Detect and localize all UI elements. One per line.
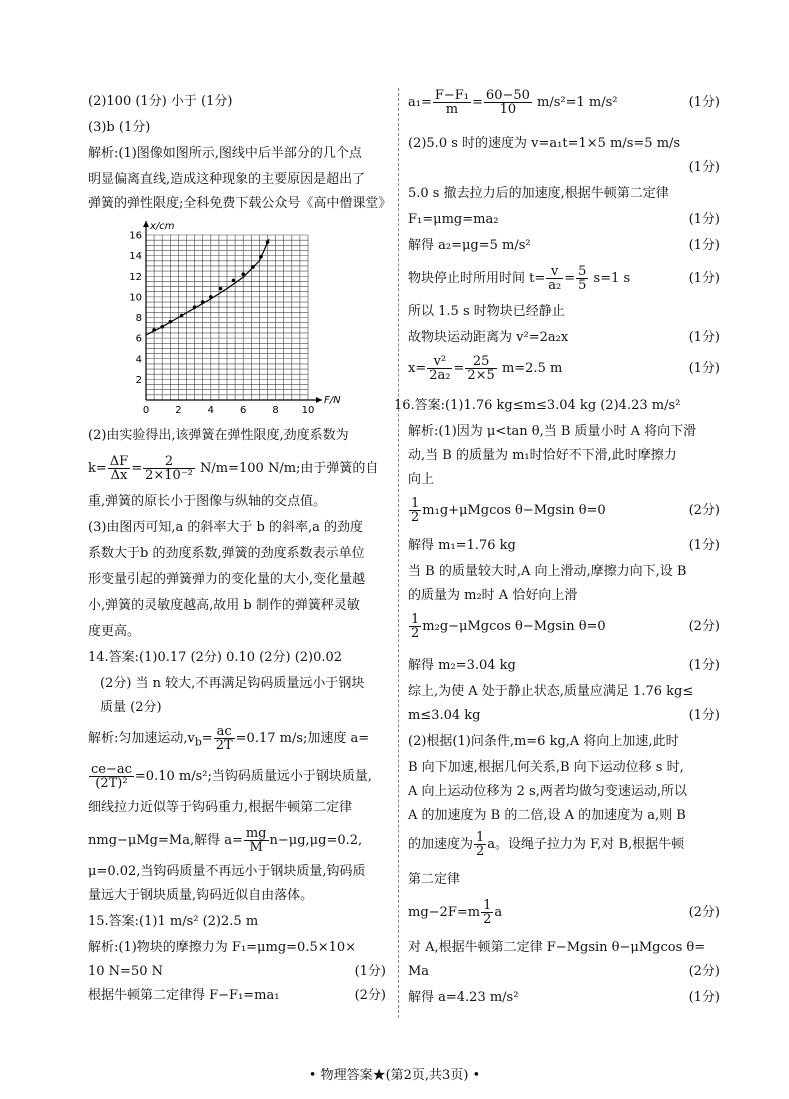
formula-text: F₁=μmg=ma₂ <box>408 212 499 227</box>
formula-text: = <box>472 95 483 110</box>
analysis-line: 当 B 的质量较大时,A 向上滑动,摩擦力向下,设 B <box>408 564 687 579</box>
x-tick-label: 4 <box>207 405 214 416</box>
formula-line <box>408 898 720 928</box>
analysis-line <box>408 990 720 1006</box>
formula-text: 物块停止时所用时间 t= <box>408 271 546 286</box>
question-14-answer: (2分) 当 n 较大,不再满足钩码质量远小于钢块 <box>100 676 365 691</box>
analysis-line <box>408 330 720 346</box>
numerator: 1 <box>483 898 492 913</box>
score: (1分) <box>688 212 720 227</box>
numerator: F−F₁ <box>434 88 470 103</box>
chart-grid <box>146 235 308 400</box>
formula-text: nmg−μMg=Ma,解得 a= <box>88 833 243 848</box>
formula-line <box>408 830 684 860</box>
formula-text: =0.10 m/s²;当钩码质量远小于钢块质量, <box>134 769 372 784</box>
fraction <box>484 89 532 116</box>
chart-marks <box>146 239 269 335</box>
x-tick-label: 8 <box>272 405 279 416</box>
data-point <box>259 255 263 259</box>
y-tick-label: 14 <box>129 251 142 263</box>
score: (1分) <box>688 658 720 673</box>
data-point <box>152 328 156 332</box>
answer-line: (3)b (1分) <box>88 120 151 135</box>
data-point <box>232 279 236 283</box>
denominator: 5 <box>578 278 587 293</box>
analysis-line: 向上 <box>408 472 435 487</box>
score: (2分) <box>688 964 720 979</box>
analysis-line: 弹簧的弹性限度;全科免费下载公众号《高中僧课堂》 <box>88 196 392 211</box>
fraction <box>427 355 452 382</box>
y-tick-label: 2 <box>135 374 142 386</box>
chart-ticks <box>129 231 314 417</box>
score: (1分) <box>688 708 720 723</box>
denominator: 2 <box>411 626 420 641</box>
formula-text: mg−2F=m <box>408 905 481 920</box>
score: (1分) <box>354 964 386 979</box>
analysis-line: 细线拉力近似等于钩码重力,根据牛顿第二定律 <box>88 800 353 815</box>
score: (2分) <box>688 503 720 518</box>
fraction <box>465 355 496 382</box>
numerator: 25 <box>465 355 496 369</box>
analysis-line: μ=0.02,当钩码质量不再远小于钢块质量,钩码质 <box>88 864 366 879</box>
formula-text: 解得 a=4.23 m/s² <box>408 990 519 1005</box>
formula-text: x= <box>408 361 427 376</box>
numerator: v <box>546 265 563 279</box>
question-15-answer: 15.答案:(1)1 m/s² (2)2.5 m <box>88 914 259 929</box>
y-axis-arrow <box>143 221 149 227</box>
analysis-line: 所以 1.5 s 时物块已经静止 <box>408 304 565 319</box>
analysis-line: (2)根据(1)问条件,m=6 kg,A 将向上加速,此时 <box>408 734 679 749</box>
formula-text: a <box>494 905 503 920</box>
analysis-line: 第二定律 <box>408 872 461 887</box>
formula-line <box>408 612 720 642</box>
formula-line <box>88 454 378 484</box>
formula-text: = <box>201 731 213 746</box>
analysis-line: 综上,为使 A 处于静止状态,质量应满足 1.76 kg≤ <box>408 684 694 699</box>
denominator: (2T)² <box>95 776 128 791</box>
formula-text: 根据牛顿第二定律得 F−F₁=ma₁ <box>88 988 280 1003</box>
formula-text: m₂g−μMgcos θ−Mgsin θ=0 <box>422 619 606 634</box>
question-16-answer: 16.答案:(1)1.76 kg≤m≤3.04 kg (2)4.23 m/s² <box>394 398 681 413</box>
question-14-answer: 质量 (2分) <box>100 700 162 715</box>
denominator: 2×10⁻² <box>145 468 193 483</box>
analysis-line: 重,弹簧的原长小于图像与纵轴的交点值。 <box>88 494 327 509</box>
data-point <box>180 314 184 318</box>
formula-text: = <box>131 461 143 476</box>
y-tick-label: 10 <box>129 292 142 304</box>
data-point <box>241 272 245 276</box>
data-point <box>251 265 255 269</box>
fraction <box>409 497 421 524</box>
numerator: ΔF <box>109 454 129 469</box>
data-point <box>209 295 213 299</box>
formula-line <box>88 762 372 792</box>
fit-curve <box>146 239 269 335</box>
fraction <box>433 89 471 116</box>
denominator: Δx <box>110 468 128 483</box>
formula-text: = <box>564 271 576 286</box>
denominator: a₂ <box>548 278 562 293</box>
x-axis-arrow <box>316 397 322 403</box>
formula-text: a。设绳子拉力为 F,对 B,根据牛顿 <box>487 837 685 852</box>
score: (2分) <box>688 905 720 920</box>
analysis-line: 解析:(1)因为 μ<tan θ,当 B 质量小时 A 将向下滑 <box>408 424 697 439</box>
formula-text: 10 N=50 N <box>88 964 163 979</box>
analysis-line: 5.0 s 撤去拉力后的加速度,根据牛顿第二定律 <box>408 186 669 201</box>
formula-text: Ma <box>408 964 430 979</box>
x-tick-label: 0 <box>142 405 150 416</box>
y-tick-label: 16 <box>129 230 142 242</box>
analysis-line <box>408 538 720 554</box>
chart-axes <box>143 221 322 403</box>
formula-text: 解得 a₂=μg=5 m/s² <box>408 238 531 253</box>
numerator: 1 <box>476 830 485 845</box>
numerator: ac <box>214 725 235 739</box>
score: (2分) <box>688 619 720 634</box>
denominator: 2×5 <box>467 368 495 383</box>
analysis-line: B 向下加速,根据几何关系,B 向下运动位移 s 时, <box>408 760 684 775</box>
numerator: 60−50 <box>485 88 530 103</box>
numerator: 5 <box>578 264 587 279</box>
analysis-line <box>408 212 720 228</box>
formula-text: 解析:匀加速运动,v <box>88 731 195 746</box>
x-tick-label: 10 <box>301 405 315 416</box>
denominator: M <box>249 840 263 855</box>
formula-text: a₁= <box>408 95 432 110</box>
analysis-line: (2)5.0 s 时的速度为 v=a₁t=1×5 m/s=5 m/s <box>408 136 681 151</box>
formula-text: 的加速度为 <box>408 837 474 852</box>
y-tick-label: 4 <box>135 354 142 366</box>
score: (1分) <box>688 538 720 553</box>
numerator: v² <box>427 355 452 369</box>
numerator: 1 <box>411 612 420 627</box>
score: (2分) <box>354 988 386 1003</box>
y-tick-label: 8 <box>135 313 142 324</box>
denominator: m <box>445 102 459 117</box>
data-point <box>169 320 173 324</box>
fraction <box>214 725 235 752</box>
formula-text: m₁g+μMgcos θ−Mgsin θ=0 <box>422 503 606 518</box>
numerator: 1 <box>411 496 420 511</box>
answer-line: (2)100 (1分) 小于 (1分) <box>88 94 233 109</box>
analysis-line <box>408 238 720 254</box>
fraction <box>108 455 130 482</box>
formula-text: n−μg,μg=0.2, <box>269 833 363 848</box>
denominator: 10 <box>499 102 517 117</box>
analysis-line: 量远大于钢块质量,钩码近似自由落体。 <box>88 888 314 903</box>
denominator: 2a₂ <box>429 368 451 383</box>
analysis-line: A 向上运动位移为 2 s,两者均做匀变速运动,所以 <box>408 784 687 799</box>
numerator: 2 <box>143 455 195 469</box>
fraction <box>89 763 134 790</box>
fraction <box>576 265 588 292</box>
score: (1分) <box>688 361 720 376</box>
analysis-line: 度更高。 <box>88 624 141 639</box>
analysis-line <box>408 708 720 724</box>
formula-line <box>408 264 720 294</box>
fraction <box>546 265 563 292</box>
formula-text: s=1 s <box>589 271 631 286</box>
formula-text: = <box>453 361 465 376</box>
score: (1分) <box>688 238 720 253</box>
numerator: mg <box>245 826 267 841</box>
formula-text: =0.17 m/s;加速度 a= <box>235 731 370 746</box>
column-divider <box>398 88 399 1018</box>
formula-text: m/s²=1 m/s² <box>532 95 618 110</box>
denominator: 2 <box>483 912 492 927</box>
fraction <box>474 831 486 858</box>
analysis-line: A 的加速度为 B 的二倍,设 A 的加速度为 a,则 B <box>408 808 686 823</box>
formula-line <box>408 496 720 526</box>
x-tick-label: 6 <box>240 405 247 416</box>
score: (1分) <box>688 990 720 1005</box>
analysis-line <box>88 988 386 1004</box>
formula-line <box>408 354 720 384</box>
fraction <box>481 899 493 926</box>
fraction <box>143 455 195 482</box>
page-footer: • 物理答案★(第2页,共3页) • <box>308 1068 481 1083</box>
score: (1分) <box>688 95 720 110</box>
data-point <box>219 287 223 291</box>
data-point <box>266 240 270 244</box>
analysis-line <box>408 658 720 674</box>
formula-text: 解得 m₂=3.04 kg <box>408 658 516 673</box>
data-point <box>201 300 205 304</box>
analysis-line: 系数大于b 的劲度系数,弹簧的劲度系数表示单位 <box>88 546 365 561</box>
analysis-line: 动,当 B 的质量为 m₁时恰好不下滑,此时摩擦力 <box>408 448 677 463</box>
formula-text: m≤3.04 kg <box>408 708 481 723</box>
analysis-line: (2)由实验得出,该弹簧在弹性限度,劲度系数为 <box>88 428 349 443</box>
analysis-line: 的质量为 m₂时 A 恰好向上滑 <box>408 588 578 603</box>
question-14-answer: 14.答案:(1)0.17 (2分) 0.10 (2分) (2)0.02 <box>88 650 343 665</box>
analysis-line: 形变量引起的弹簧弹力的变化量的大小,变化量越 <box>88 572 366 587</box>
formula-line <box>88 826 362 856</box>
fraction <box>244 827 269 854</box>
analysis-line <box>88 964 386 980</box>
formula-text: 解得 m₁=1.76 kg <box>408 538 516 553</box>
formula-text: m=2.5 m <box>497 361 563 376</box>
analysis-line: 解析:(1)物块的摩擦力为 F₁=μmg=0.5×10× <box>88 940 357 955</box>
analysis-line: 小,弹簧的灵敏度越高,故用 b 制作的弹簧秤灵敏 <box>88 598 360 613</box>
analysis-line: 对 A,根据牛顿第二定律 F−Mgsin θ−μMgcos θ= <box>408 940 706 955</box>
data-point <box>193 305 197 309</box>
formula-text: k= <box>88 461 107 476</box>
formula-line: 解析:匀加速运动$,v_b=$ $\frac{ac}{2T}$ =0.17 m/s;加速度 a= <box>88 724 370 753</box>
denominator: 2T <box>215 738 233 753</box>
spring-chart <box>88 221 341 418</box>
formula-line <box>408 88 720 118</box>
y-tick-label: 12 <box>129 271 142 283</box>
formula-text: 故物块运动距离为 v²=2a₂x <box>408 330 569 345</box>
analysis-line <box>408 964 720 980</box>
analysis-line: (3)由图丙可知,a 的斜率大于 b 的斜率,a 的劲度 <box>88 520 364 535</box>
analysis-line: 解析:(1)图像如图所示,图线中后半部分的几个点 <box>88 146 362 161</box>
score: (1分) <box>688 160 720 175</box>
denominator: 2 <box>411 510 420 525</box>
analysis-line: 明显偏离直线,造成这种现象的主要原因是超出了 <box>88 172 366 187</box>
y-axis-label: x/cm <box>150 221 175 232</box>
x-tick-label: 2 <box>175 405 182 416</box>
fraction <box>409 613 421 640</box>
score: (1分) <box>688 271 720 286</box>
numerator: ce−ac <box>91 762 132 777</box>
formula-text: N/m=100 N/m;由于弹簧的自 <box>195 461 379 476</box>
data-point <box>160 325 164 329</box>
score: (1分) <box>688 330 720 345</box>
x-axis-label: F/N <box>324 395 341 406</box>
denominator: 2 <box>476 844 485 859</box>
y-tick-label: 6 <box>135 333 142 345</box>
